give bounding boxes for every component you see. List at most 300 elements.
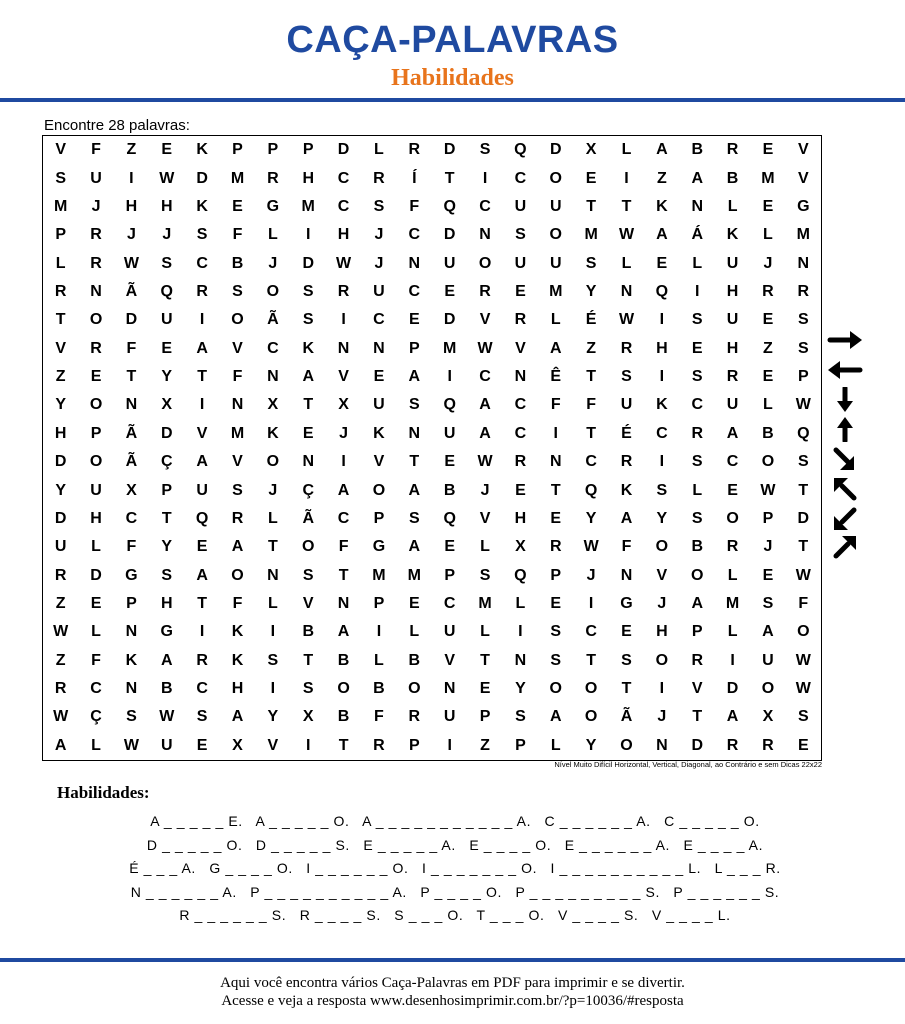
grid-cell: E — [762, 368, 774, 386]
grid-cell: A — [762, 623, 774, 641]
grid-cell: W — [618, 226, 635, 244]
grid-cell: S — [479, 141, 491, 159]
grid-cell: R — [726, 141, 739, 159]
grid-cell: C — [443, 594, 456, 612]
grid-cell: R — [408, 708, 421, 726]
grid-cell: L — [480, 623, 490, 641]
grid-cell: U — [196, 481, 208, 499]
grid-cell: A — [656, 141, 668, 159]
grid-cell: K — [267, 424, 279, 442]
grid-cell: F — [798, 594, 809, 612]
grid-cell: T — [480, 651, 490, 669]
grid-cell: A — [479, 396, 491, 414]
grid-cell: K — [125, 651, 138, 669]
grid-cell: A — [337, 481, 350, 499]
grid-cell: P — [161, 481, 173, 499]
grid-cell: Y — [585, 736, 597, 754]
grid-cell: S — [196, 226, 208, 244]
grid-cell: B — [337, 708, 350, 726]
grid-cell: V — [479, 311, 491, 329]
grid-cell: P — [691, 623, 703, 641]
grid-cell: W — [760, 481, 776, 499]
grid-cell: A — [408, 481, 421, 499]
grid-cell: U — [620, 396, 633, 414]
grid-cell: Ã — [125, 453, 138, 471]
grid-cell: L — [374, 141, 384, 159]
grid-cell: C — [585, 453, 597, 471]
grid-cell: A — [408, 538, 421, 556]
grid-cell: U — [549, 197, 562, 215]
grid-cell: X — [126, 481, 137, 499]
grid-cell: V — [444, 651, 455, 669]
grid-cell: U — [160, 736, 173, 754]
grid-cell: M — [54, 197, 68, 215]
grid-cell: I — [305, 226, 311, 244]
grid-cell: R — [691, 651, 703, 669]
grid-cell: T — [338, 736, 349, 754]
grid-cell: R — [797, 282, 810, 300]
grid-cell: T — [586, 651, 597, 669]
grid-cell: Z — [126, 141, 137, 159]
grid-cell: W — [618, 311, 635, 329]
arrow-down-icon — [824, 387, 866, 413]
grid-cell: N — [125, 680, 138, 698]
grid-cell: E — [196, 538, 208, 556]
grid-cell: F — [621, 538, 632, 556]
grid-cell: R — [90, 226, 102, 244]
grid-cell: I — [129, 169, 134, 187]
grid-cell: E — [621, 623, 632, 641]
grid-cell: U — [54, 538, 67, 556]
grid-cell: D — [549, 141, 562, 159]
grid-cell: S — [797, 339, 809, 357]
grid-cell: M — [478, 594, 492, 612]
grid-cell: I — [376, 623, 382, 641]
grid-cell: S — [550, 623, 562, 641]
grid-cell: A — [196, 453, 208, 471]
grid-cell: Ã — [267, 311, 279, 329]
grid-cell: V — [55, 339, 67, 357]
grid-cell: I — [659, 368, 665, 386]
grid-cell: R — [726, 538, 739, 556]
grid-cell: I — [341, 453, 346, 471]
grid-cell: H — [514, 509, 527, 527]
grid-cell: J — [374, 254, 384, 272]
grid-cell: N — [125, 396, 138, 414]
grid-cell: X — [161, 396, 173, 414]
grid-cell: C — [196, 254, 208, 272]
grid-cell: L — [480, 538, 490, 556]
grid-cell: Z — [480, 736, 490, 754]
clues-title: Habilidades: — [57, 783, 150, 802]
difficulty-note: Nível Muito Difícil Horizontal, Vertical, Diagonal, ao Contrário e sem Dicas 22x22 — [554, 760, 822, 769]
grid-cell: S — [621, 651, 632, 669]
grid-cell: U — [726, 396, 739, 414]
grid-cell: R — [514, 453, 527, 471]
grid-cell: B — [408, 651, 421, 669]
grid-cell: A — [231, 708, 244, 726]
grid-cell: D — [54, 453, 67, 471]
grid-cell: M — [796, 226, 810, 244]
grid-cell: O — [761, 453, 775, 471]
grid-cell: E — [691, 339, 703, 357]
footer-divider — [0, 958, 905, 962]
grid-cell: M — [725, 594, 740, 612]
grid-cell: W — [795, 651, 811, 669]
grid-cell: W — [795, 566, 811, 584]
grid-cell: Z — [763, 339, 773, 357]
grid-cell: B — [231, 254, 244, 272]
grid-cell: L — [267, 594, 278, 612]
grid-cell: E — [727, 481, 738, 499]
grid-cell: V — [55, 141, 67, 159]
grid-cell: Y — [267, 708, 279, 726]
grid-cell: S — [691, 509, 703, 527]
grid-cell: S — [161, 566, 173, 584]
grid-cell: B — [337, 651, 350, 669]
grid-cell: R — [726, 368, 739, 386]
grid-cell: L — [91, 736, 101, 754]
grid-cell: A — [302, 368, 314, 386]
grid-cell: W — [123, 254, 139, 272]
grid-cell: G — [125, 566, 138, 584]
grid-cell: I — [482, 169, 488, 187]
grid-cell: C — [585, 623, 597, 641]
grid-cell: H — [302, 169, 314, 187]
grid-cell: N — [302, 453, 314, 471]
grid-cell: J — [763, 538, 773, 556]
grid-cell: I — [199, 396, 205, 414]
grid-cell: Ã — [302, 509, 314, 527]
grid-cell: N — [125, 623, 138, 641]
grid-cell: N — [656, 736, 668, 754]
grid-cell: R — [54, 566, 67, 584]
grid-cell: D — [196, 169, 208, 187]
grid-cell: H — [337, 226, 350, 244]
grid-cell: H — [90, 509, 102, 527]
grid-cell: S — [196, 708, 208, 726]
grid-cell: A — [408, 368, 421, 386]
grid-cell: F — [91, 141, 101, 159]
grid-cell: P — [232, 141, 243, 159]
grid-cell: É — [585, 311, 597, 329]
grid-cell: I — [518, 623, 523, 641]
grid-cell: E — [161, 339, 173, 357]
grid-cell: D — [337, 141, 350, 159]
grid-cell: Q — [443, 509, 456, 527]
grid-cell: M — [301, 197, 315, 215]
grid-cell: E — [444, 538, 455, 556]
grid-cell: I — [447, 736, 452, 754]
grid-cell: C — [337, 197, 350, 215]
grid-cell: W — [795, 396, 811, 414]
grid-cell: P — [90, 424, 102, 442]
grid-cell: N — [267, 368, 279, 386]
grid-cell: T — [303, 651, 314, 669]
grid-cell: O — [231, 566, 244, 584]
grid-cell: L — [727, 197, 738, 215]
page-subtitle: Habilidades — [391, 65, 514, 91]
grid-cell: O — [89, 453, 103, 471]
grid-cell: Ç — [160, 453, 173, 471]
grid-cell: A — [726, 424, 739, 442]
grid-cell: O — [89, 311, 103, 329]
grid-cell: O — [337, 680, 350, 698]
grid-cell: D — [90, 566, 102, 584]
grid-cell: U — [443, 623, 456, 641]
grid-cell: C — [90, 680, 102, 698]
grid-cell: R — [90, 339, 102, 357]
grid-cell: E — [515, 481, 526, 499]
grid-cell: U — [549, 254, 562, 272]
grid-cell: A — [620, 509, 633, 527]
grid-cell: T — [798, 538, 809, 556]
grid-cell: W — [159, 708, 175, 726]
grid-cell: T — [444, 169, 455, 187]
grid-cell: T — [303, 396, 314, 414]
grid-cell: H — [160, 594, 173, 612]
grid-cell: Y — [161, 538, 173, 556]
grid-cell: O — [620, 736, 633, 754]
grid-cell: S — [797, 311, 809, 329]
grid-cell: R — [54, 680, 67, 698]
grid-cell: H — [125, 197, 138, 215]
grid-cell: V — [302, 594, 314, 612]
grid-cell: W — [336, 254, 352, 272]
grid-cell: B — [691, 538, 703, 556]
grid-cell: E — [762, 311, 774, 329]
grid-cell: T — [621, 680, 632, 698]
grid-cell: B — [302, 623, 314, 641]
grid-cell: X — [338, 396, 349, 414]
grid-cell: O — [655, 651, 669, 669]
grid-cell: C — [656, 424, 668, 442]
grid-cell: Ã — [125, 424, 138, 442]
grid-cell: C — [514, 396, 527, 414]
grid-cell: E — [550, 594, 562, 612]
grid-cell: V — [373, 453, 385, 471]
grid-cell: G — [160, 623, 173, 641]
grid-cell: R — [408, 141, 421, 159]
grid-cell: Y — [585, 509, 597, 527]
grid-cell: D — [125, 311, 138, 329]
grid-cell: E — [762, 197, 774, 215]
grid-cell: M — [584, 226, 598, 244]
grid-cell: O — [584, 708, 598, 726]
grid-cell: N — [443, 680, 456, 698]
grid-cell: Q — [514, 566, 527, 584]
grid-cell: R — [196, 651, 208, 669]
clue-line: É _ _ _ A. G _ _ _ _ O. I _ _ _ _ _ _ O. I _ _ _ _ _ _ _ O. I _ _ _ _ _ _ _ _ _ _ L. L _ _ _ R. — [129, 860, 781, 876]
grid-cell: A — [656, 226, 668, 244]
grid-cell: E — [762, 566, 774, 584]
grid-cell: X — [585, 141, 597, 159]
grid-cell: E — [90, 594, 102, 612]
grid-cell: I — [270, 623, 276, 641]
grid-cell: N — [514, 651, 527, 669]
grid-cell: T — [586, 424, 597, 442]
arrow-down-left-icon — [824, 506, 866, 532]
grid-cell: E — [196, 736, 208, 754]
grid-cell: Ã — [125, 282, 138, 300]
grid-cell: J — [268, 254, 278, 272]
grid-cell: D — [726, 680, 739, 698]
grid-cell: U — [514, 197, 527, 215]
header-divider — [0, 98, 905, 102]
grid-cell: I — [447, 368, 452, 386]
grid-cell: O — [584, 680, 598, 698]
grid-cell: E — [408, 594, 420, 612]
grid-cell: R — [620, 453, 633, 471]
grid-cell: L — [763, 396, 773, 414]
grid-cell: T — [161, 509, 172, 527]
grid-cell: C — [514, 424, 527, 442]
footer — [0, 974, 905, 1010]
grid-cell: P — [408, 339, 420, 357]
grid-cell: U — [160, 311, 173, 329]
grid-cell: Ç — [302, 481, 314, 499]
grid-cell: I — [659, 453, 665, 471]
grid-cell: S — [515, 226, 526, 244]
grid-cell: N — [797, 254, 810, 272]
grid-cell: O — [266, 453, 280, 471]
grid-cell: E — [585, 169, 597, 187]
grid-cell: D — [160, 424, 173, 442]
grid-cell: B — [726, 169, 739, 187]
grid-cell: J — [126, 226, 136, 244]
grid-cell: L — [55, 254, 66, 272]
grid-cell: C — [337, 509, 350, 527]
grid-cell: C — [196, 680, 208, 698]
grid-cell: V — [232, 453, 243, 471]
grid-cell: N — [408, 254, 421, 272]
grid-cell: M — [443, 339, 457, 357]
word-search-grid — [42, 135, 822, 761]
grid-cell: S — [691, 453, 703, 471]
grid-cell: C — [726, 453, 739, 471]
grid-cell: É — [621, 424, 632, 442]
arrow-up-icon — [824, 416, 866, 442]
grid-cell: Y — [585, 282, 597, 300]
grid-cell: I — [588, 594, 594, 612]
grid-cell: V — [797, 141, 809, 159]
grid-cell: N — [337, 339, 350, 357]
grid-cell: O — [549, 226, 562, 244]
grid-cell: A — [549, 708, 562, 726]
grid-cell: R — [479, 282, 491, 300]
grid-cell: R — [549, 538, 562, 556]
grid-cell: O — [761, 680, 775, 698]
grid-cell: N — [620, 282, 633, 300]
grid-cell: P — [302, 141, 314, 159]
grid-cell: E — [444, 453, 455, 471]
grid-cell: T — [586, 368, 597, 386]
grid-cell: L — [267, 226, 278, 244]
grid-cell: V — [196, 424, 208, 442]
grid-cell: U — [443, 254, 456, 272]
grid-cell: L — [621, 141, 632, 159]
grid-cell: P — [515, 736, 526, 754]
grid-cell: A — [231, 538, 244, 556]
grid-cell: O — [690, 566, 704, 584]
grid-cell: J — [374, 226, 384, 244]
grid-cell: R — [196, 282, 208, 300]
grid-cell: K — [656, 197, 668, 215]
grid-cell: A — [691, 169, 703, 187]
grid-cell: D — [302, 254, 314, 272]
grid-cell: J — [657, 594, 667, 612]
grid-cell: L — [621, 254, 632, 272]
grid-cell: N — [90, 282, 102, 300]
grid-cell: W — [123, 736, 139, 754]
grid-cell: O — [726, 509, 739, 527]
grid-cell: G — [372, 538, 386, 556]
grid-cell: H — [656, 623, 668, 641]
grid-cell: S — [408, 396, 420, 414]
grid-cell: P — [373, 509, 385, 527]
grid-cell: F — [126, 538, 137, 556]
grid-cell: K — [620, 481, 633, 499]
grid-cell: M — [761, 169, 775, 187]
grid-cell: L — [692, 481, 703, 499]
grid-cell: M — [230, 424, 245, 442]
grid-cell: F — [232, 594, 243, 612]
grid-cell: T — [55, 311, 66, 329]
grid-cell: N — [514, 368, 527, 386]
grid-cell: S — [232, 282, 243, 300]
grid-cell: T — [550, 481, 561, 499]
grid-cell: A — [54, 736, 67, 754]
grid-cell: Q — [195, 509, 209, 527]
grid-cell: Z — [586, 339, 597, 357]
grid-cell: C — [479, 368, 491, 386]
grid-cell: W — [53, 623, 69, 641]
grid-cell: D — [691, 736, 703, 754]
grid-cell: R — [54, 282, 67, 300]
grid-cell: R — [514, 311, 527, 329]
grid-cell: Y — [161, 368, 173, 386]
grid-cell: Z — [656, 169, 667, 187]
grid-cell: R — [267, 169, 279, 187]
grid-cell: U — [726, 254, 739, 272]
grid-cell: Z — [55, 651, 66, 669]
grid-cell: S — [302, 282, 314, 300]
grid-cell: R — [691, 424, 703, 442]
grid-cell: P — [267, 141, 279, 159]
grid-cell: J — [91, 197, 101, 215]
arrow-left-icon — [824, 357, 866, 383]
grid-cell: S — [126, 708, 137, 726]
grid-cell: O — [478, 254, 492, 272]
grid-cell: C — [408, 226, 421, 244]
grid-cell: S — [55, 169, 67, 187]
grid-cell: C — [125, 509, 138, 527]
grid-cell: N — [231, 396, 244, 414]
grid-cell: F — [338, 538, 349, 556]
grid-cell: R — [231, 509, 244, 527]
grid-cell: D — [443, 141, 456, 159]
grid-cell: N — [408, 424, 421, 442]
grid-cell: P — [373, 594, 385, 612]
grid-cell: N — [337, 594, 350, 612]
grid-cell: K — [656, 396, 668, 414]
grid-cell: J — [657, 708, 667, 726]
grid-cell: V — [479, 509, 491, 527]
grid-cell: F — [374, 708, 384, 726]
grid-cell: J — [339, 424, 349, 442]
grid-cell: A — [549, 339, 562, 357]
grid-cell: Q — [584, 481, 598, 499]
